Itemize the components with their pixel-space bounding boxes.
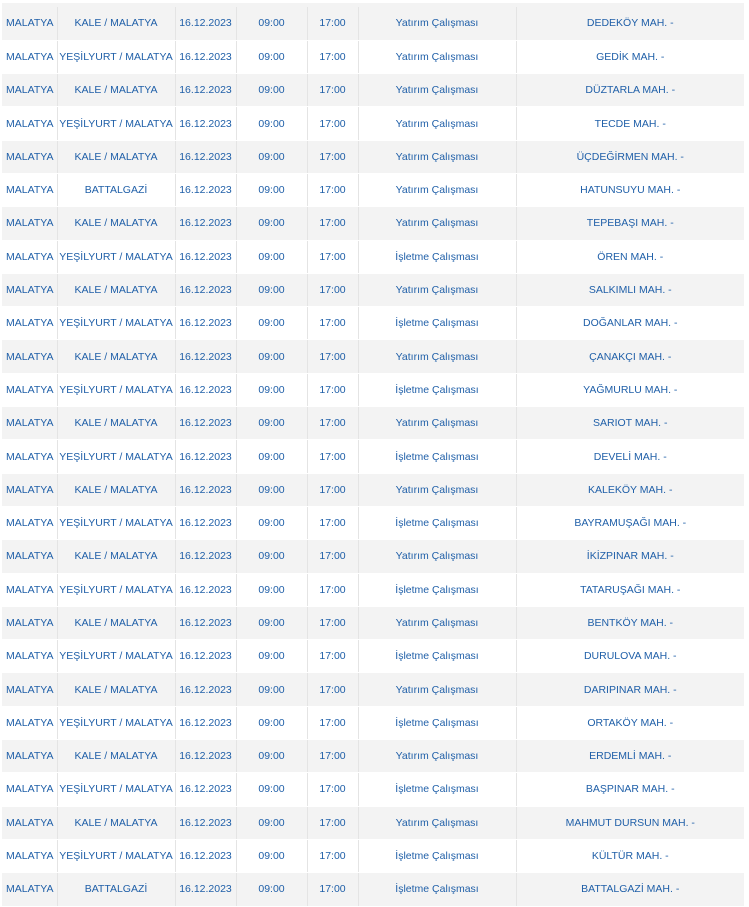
end-time-cell: 17:00 (307, 473, 358, 506)
work-type-cell: Yatırım Çalışması (358, 473, 516, 506)
table-row (2, 640, 744, 673)
end-time-cell: 17:00 (307, 606, 358, 639)
district-cell: YEŞİLYURT / MALATYA (57, 706, 175, 739)
area-cell: ÜÇDEĞİRMEN MAH. - (516, 140, 744, 173)
area-cell: YAĞMURLU MAH. - (516, 373, 744, 406)
city-cell: MALATYA (2, 606, 57, 639)
date-cell: 16.12.2023 (175, 373, 236, 406)
date-cell: 16.12.2023 (175, 173, 236, 206)
work-type-cell: Yatırım Çalışması (358, 540, 516, 573)
district-cell: YEŞİLYURT / MALATYA (57, 573, 175, 606)
start-time-cell: 09:00 (236, 473, 307, 506)
area-cell: KÜLTÜR MAH. - (516, 839, 744, 872)
date-cell: 16.12.2023 (175, 74, 236, 107)
table-row (2, 40, 744, 73)
district-cell: YEŞİLYURT / MALATYA (57, 307, 175, 340)
end-time-cell: 17:00 (307, 673, 358, 706)
city-cell: MALATYA (2, 773, 57, 806)
date-cell: 16.12.2023 (175, 540, 236, 573)
start-time-cell: 09:00 (236, 873, 307, 906)
district-cell: YEŞİLYURT / MALATYA (57, 240, 175, 273)
city-cell: MALATYA (2, 240, 57, 273)
work-type-cell: Yatırım Çalışması (358, 140, 516, 173)
work-type-cell: Yatırım Çalışması (358, 606, 516, 639)
district-cell: KALE / MALATYA (57, 606, 175, 639)
end-time-cell: 17:00 (307, 307, 358, 340)
outage-table-body (2, 7, 744, 906)
area-cell: MAHMUT DURSUN MAH. - (516, 806, 744, 839)
end-time-cell: 17:00 (307, 407, 358, 440)
start-time-cell: 09:00 (236, 207, 307, 240)
start-time-cell: 09:00 (236, 7, 307, 40)
city-cell: MALATYA (2, 207, 57, 240)
end-time-cell: 17:00 (307, 873, 358, 906)
area-cell: İKİZPINAR MAH. - (516, 540, 744, 573)
area-cell: TECDE MAH. - (516, 107, 744, 140)
table-row (2, 307, 744, 340)
area-cell: HATUNSUYU MAH. - (516, 173, 744, 206)
area-cell: DEDEKÖY MAH. - (516, 7, 744, 40)
work-type-cell: İşletme Çalışması (358, 506, 516, 539)
date-cell: 16.12.2023 (175, 673, 236, 706)
city-cell: MALATYA (2, 340, 57, 373)
work-type-cell: Yatırım Çalışması (358, 74, 516, 107)
work-type-cell: İşletme Çalışması (358, 706, 516, 739)
end-time-cell: 17:00 (307, 340, 358, 373)
city-cell: MALATYA (2, 74, 57, 107)
start-time-cell: 09:00 (236, 273, 307, 306)
end-time-cell: 17:00 (307, 706, 358, 739)
district-cell: KALE / MALATYA (57, 7, 175, 40)
start-time-cell: 09:00 (236, 307, 307, 340)
end-time-cell: 17:00 (307, 839, 358, 872)
date-cell: 16.12.2023 (175, 440, 236, 473)
district-cell: YEŞİLYURT / MALATYA (57, 640, 175, 673)
table-row (2, 173, 744, 206)
work-type-cell: Yatırım Çalışması (358, 673, 516, 706)
work-type-cell: İşletme Çalışması (358, 240, 516, 273)
city-cell: MALATYA (2, 373, 57, 406)
district-cell: BATTALGAZİ (57, 873, 175, 906)
outage-table (2, 7, 744, 907)
city-cell: MALATYA (2, 440, 57, 473)
table-row (2, 107, 744, 140)
work-type-cell: Yatırım Çalışması (358, 7, 516, 40)
end-time-cell: 17:00 (307, 740, 358, 773)
end-time-cell: 17:00 (307, 7, 358, 40)
start-time-cell: 09:00 (236, 673, 307, 706)
work-type-cell: Yatırım Çalışması (358, 806, 516, 839)
city-cell: MALATYA (2, 40, 57, 73)
city-cell: MALATYA (2, 273, 57, 306)
date-cell: 16.12.2023 (175, 407, 236, 440)
start-time-cell: 09:00 (236, 140, 307, 173)
end-time-cell: 17:00 (307, 806, 358, 839)
area-cell: DURULOVA MAH. - (516, 640, 744, 673)
district-cell: KALE / MALATYA (57, 207, 175, 240)
area-cell: BAYRAMUŞAĞI MAH. - (516, 506, 744, 539)
city-cell: MALATYA (2, 806, 57, 839)
area-cell: DEVELİ MAH. - (516, 440, 744, 473)
work-type-cell: Yatırım Çalışması (358, 173, 516, 206)
district-cell: YEŞİLYURT / MALATYA (57, 506, 175, 539)
city-cell: MALATYA (2, 173, 57, 206)
table-row (2, 373, 744, 406)
end-time-cell: 17:00 (307, 74, 358, 107)
area-cell: TATARUŞAĞI MAH. - (516, 573, 744, 606)
table-row (2, 706, 744, 739)
district-cell: KALE / MALATYA (57, 806, 175, 839)
end-time-cell: 17:00 (307, 40, 358, 73)
start-time-cell: 09:00 (236, 839, 307, 872)
district-cell: KALE / MALATYA (57, 540, 175, 573)
start-time-cell: 09:00 (236, 107, 307, 140)
city-cell: MALATYA (2, 740, 57, 773)
district-cell: YEŞİLYURT / MALATYA (57, 107, 175, 140)
table-row (2, 740, 744, 773)
area-cell: ÇANAKÇI MAH. - (516, 340, 744, 373)
city-cell: MALATYA (2, 473, 57, 506)
start-time-cell: 09:00 (236, 773, 307, 806)
work-type-cell: İşletme Çalışması (358, 440, 516, 473)
date-cell: 16.12.2023 (175, 7, 236, 40)
end-time-cell: 17:00 (307, 173, 358, 206)
district-cell: KALE / MALATYA (57, 740, 175, 773)
start-time-cell: 09:00 (236, 240, 307, 273)
city-cell: MALATYA (2, 873, 57, 906)
start-time-cell: 09:00 (236, 440, 307, 473)
table-row (2, 340, 744, 373)
area-cell: BATTALGAZİ MAH. - (516, 873, 744, 906)
city-cell: MALATYA (2, 706, 57, 739)
work-type-cell: Yatırım Çalışması (358, 207, 516, 240)
area-cell: KALEKÖY MAH. - (516, 473, 744, 506)
start-time-cell: 09:00 (236, 506, 307, 539)
end-time-cell: 17:00 (307, 140, 358, 173)
district-cell: YEŞİLYURT / MALATYA (57, 40, 175, 73)
work-type-cell: İşletme Çalışması (358, 573, 516, 606)
table-row (2, 140, 744, 173)
date-cell: 16.12.2023 (175, 340, 236, 373)
start-time-cell: 09:00 (236, 806, 307, 839)
date-cell: 16.12.2023 (175, 240, 236, 273)
district-cell: YEŞİLYURT / MALATYA (57, 440, 175, 473)
table-row (2, 7, 744, 40)
date-cell: 16.12.2023 (175, 307, 236, 340)
area-cell: ÖREN MAH. - (516, 240, 744, 273)
work-type-cell: İşletme Çalışması (358, 873, 516, 906)
table-row (2, 207, 744, 240)
end-time-cell: 17:00 (307, 440, 358, 473)
area-cell: TEPEBAŞI MAH. - (516, 207, 744, 240)
start-time-cell: 09:00 (236, 740, 307, 773)
end-time-cell: 17:00 (307, 640, 358, 673)
table-row (2, 606, 744, 639)
start-time-cell: 09:00 (236, 40, 307, 73)
work-type-cell: Yatırım Çalışması (358, 340, 516, 373)
city-cell: MALATYA (2, 7, 57, 40)
end-time-cell: 17:00 (307, 540, 358, 573)
district-cell: YEŞİLYURT / MALATYA (57, 839, 175, 872)
date-cell: 16.12.2023 (175, 640, 236, 673)
district-cell: KALE / MALATYA (57, 473, 175, 506)
end-time-cell: 17:00 (307, 240, 358, 273)
date-cell: 16.12.2023 (175, 473, 236, 506)
start-time-cell: 09:00 (236, 407, 307, 440)
area-cell: DÜZTARLA MAH. - (516, 74, 744, 107)
district-cell: KALE / MALATYA (57, 273, 175, 306)
table-row (2, 873, 744, 906)
work-type-cell: Yatırım Çalışması (358, 107, 516, 140)
start-time-cell: 09:00 (236, 373, 307, 406)
table-row (2, 240, 744, 273)
table-row (2, 839, 744, 872)
date-cell: 16.12.2023 (175, 606, 236, 639)
end-time-cell: 17:00 (307, 273, 358, 306)
table-row (2, 673, 744, 706)
city-cell: MALATYA (2, 673, 57, 706)
work-type-cell: İşletme Çalışması (358, 839, 516, 872)
area-cell: SALKIMLI MAH. - (516, 273, 744, 306)
date-cell: 16.12.2023 (175, 506, 236, 539)
district-cell: KALE / MALATYA (57, 340, 175, 373)
area-cell: DOĞANLAR MAH. - (516, 307, 744, 340)
end-time-cell: 17:00 (307, 373, 358, 406)
date-cell: 16.12.2023 (175, 873, 236, 906)
area-cell: BAŞPINAR MAH. - (516, 773, 744, 806)
date-cell: 16.12.2023 (175, 773, 236, 806)
city-cell: MALATYA (2, 140, 57, 173)
date-cell: 16.12.2023 (175, 839, 236, 872)
table-row (2, 440, 744, 473)
end-time-cell: 17:00 (307, 773, 358, 806)
date-cell: 16.12.2023 (175, 806, 236, 839)
work-type-cell: İşletme Çalışması (358, 373, 516, 406)
end-time-cell: 17:00 (307, 506, 358, 539)
date-cell: 16.12.2023 (175, 273, 236, 306)
date-cell: 16.12.2023 (175, 140, 236, 173)
end-time-cell: 17:00 (307, 573, 358, 606)
table-row (2, 473, 744, 506)
city-cell: MALATYA (2, 640, 57, 673)
area-cell: ERDEMLİ MAH. - (516, 740, 744, 773)
outage-table-container (2, 7, 744, 907)
area-cell: DARIPINAR MAH. - (516, 673, 744, 706)
date-cell: 16.12.2023 (175, 573, 236, 606)
city-cell: MALATYA (2, 407, 57, 440)
table-row (2, 540, 744, 573)
start-time-cell: 09:00 (236, 74, 307, 107)
table-row (2, 773, 744, 806)
work-type-cell: Yatırım Çalışması (358, 273, 516, 306)
date-cell: 16.12.2023 (175, 706, 236, 739)
work-type-cell: Yatırım Çalışması (358, 40, 516, 73)
district-cell: KALE / MALATYA (57, 407, 175, 440)
table-row (2, 74, 744, 107)
district-cell: KALE / MALATYA (57, 140, 175, 173)
district-cell: BATTALGAZİ (57, 173, 175, 206)
city-cell: MALATYA (2, 307, 57, 340)
district-cell: KALE / MALATYA (57, 673, 175, 706)
start-time-cell: 09:00 (236, 173, 307, 206)
city-cell: MALATYA (2, 540, 57, 573)
table-row (2, 573, 744, 606)
work-type-cell: İşletme Çalışması (358, 773, 516, 806)
start-time-cell: 09:00 (236, 606, 307, 639)
date-cell: 16.12.2023 (175, 107, 236, 140)
start-time-cell: 09:00 (236, 706, 307, 739)
area-cell: BENTKÖY MAH. - (516, 606, 744, 639)
area-cell: SARIOT MAH. - (516, 407, 744, 440)
city-cell: MALATYA (2, 506, 57, 539)
district-cell: YEŞİLYURT / MALATYA (57, 773, 175, 806)
district-cell: KALE / MALATYA (57, 74, 175, 107)
start-time-cell: 09:00 (236, 640, 307, 673)
start-time-cell: 09:00 (236, 573, 307, 606)
end-time-cell: 17:00 (307, 107, 358, 140)
area-cell: ORTAKÖY MAH. - (516, 706, 744, 739)
work-type-cell: Yatırım Çalışması (358, 740, 516, 773)
work-type-cell: İşletme Çalışması (358, 640, 516, 673)
date-cell: 16.12.2023 (175, 740, 236, 773)
table-row (2, 407, 744, 440)
work-type-cell: İşletme Çalışması (358, 307, 516, 340)
table-row (2, 806, 744, 839)
table-row (2, 273, 744, 306)
start-time-cell: 09:00 (236, 340, 307, 373)
date-cell: 16.12.2023 (175, 207, 236, 240)
end-time-cell: 17:00 (307, 207, 358, 240)
work-type-cell: Yatırım Çalışması (358, 407, 516, 440)
area-cell: GEDİK MAH. - (516, 40, 744, 73)
city-cell: MALATYA (2, 107, 57, 140)
start-time-cell: 09:00 (236, 540, 307, 573)
city-cell: MALATYA (2, 839, 57, 872)
city-cell: MALATYA (2, 573, 57, 606)
table-row (2, 506, 744, 539)
date-cell: 16.12.2023 (175, 40, 236, 73)
district-cell: YEŞİLYURT / MALATYA (57, 373, 175, 406)
